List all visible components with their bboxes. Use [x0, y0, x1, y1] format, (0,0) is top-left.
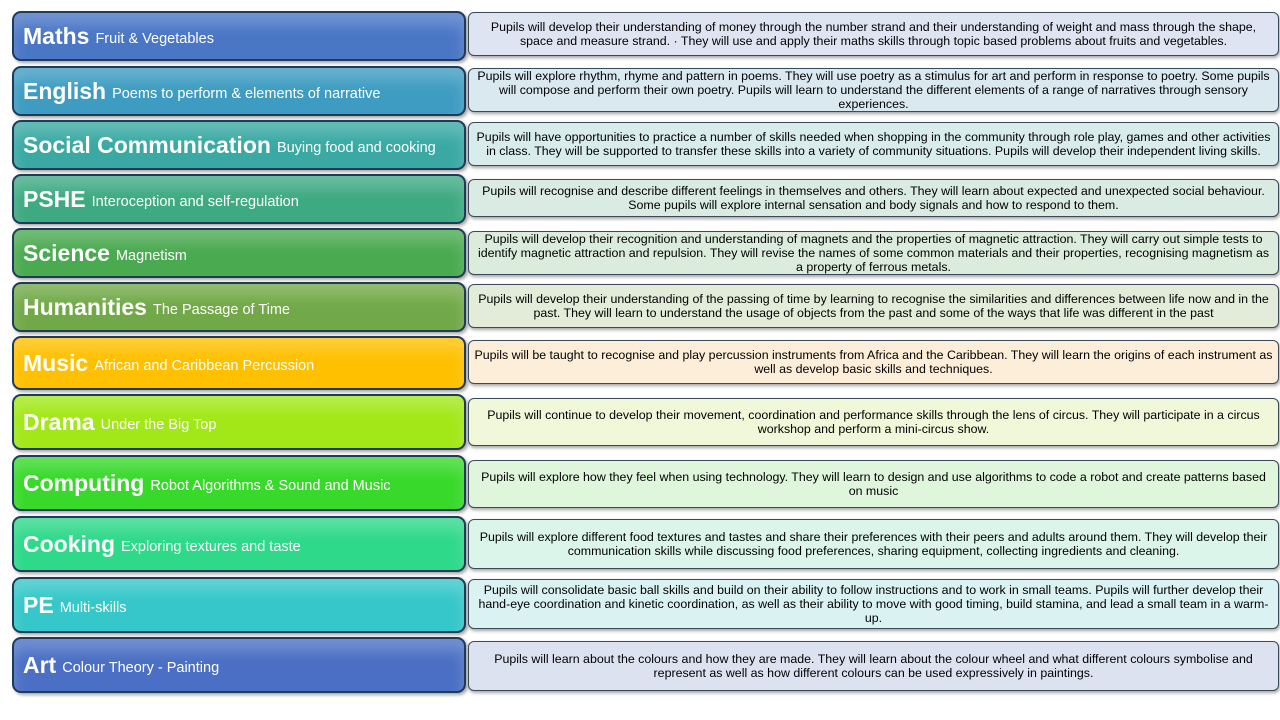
subject-topic: African and Caribbean Percussion: [94, 357, 315, 374]
subject-description-text: Pupils will have opportunities to practice a number of skills needed when shopping in the community through role play, games and other activities in class. They will be supported to transfer these skills into a variety of community situations. Pupils will develop their independent living skills.: [476, 130, 1271, 158]
subject-description: [468, 68, 1279, 112]
subject-banner: [12, 336, 466, 390]
subject-description: [468, 284, 1279, 328]
subject-banner: [12, 577, 466, 633]
subject-banner: [12, 282, 466, 332]
subject-description-text: Pupils will recognise and describe different feelings in themselves and others. They will learn about expected and unexpected social behaviour. Some pupils will explore internal sensation and body signals and how to respond to them.: [482, 184, 1265, 212]
subject-topic: Interoception and self-regulation: [91, 193, 299, 210]
subject-topic: Multi-skills: [59, 599, 127, 616]
subject-topic: Colour Theory - Painting: [62, 659, 220, 676]
subject-description: [468, 340, 1279, 384]
subject-topic: Under the Big Top: [100, 416, 217, 433]
subject-banner: [12, 637, 466, 693]
subject-description: [468, 12, 1279, 56]
subject-topic: Buying food and cooking: [276, 139, 436, 156]
subject-banner: [12, 11, 466, 61]
subject-topic: Exploring textures and taste: [121, 538, 301, 555]
subject-description: [468, 519, 1279, 569]
subject-description: [468, 579, 1279, 629]
subject-name: PE: [23, 591, 54, 618]
subject-topic: Magnetism: [115, 247, 187, 264]
subject-description-text: Pupils will be taught to recognise and play percussion instruments from Africa and the Caribbean. They will learn the origins of each instrument as well as develop basic skills and techniques.: [474, 348, 1273, 376]
subject-description-text: Pupils will develop their recognition and understanding of magnets and the properties of magnetic attraction. They will carry out simple tests to identify magnetic attraction and repulsion. They will revise the names of some common materials and their properties, recognising magnetism as a property of ferrous metals.: [477, 232, 1270, 274]
subject-name: Music: [23, 349, 89, 376]
subject-description: [468, 231, 1279, 275]
subject-banner: [12, 516, 466, 572]
subject-description: [468, 460, 1279, 508]
subject-description-text: Pupils will explore different food textures and tastes and share their preferences with their peers and adults around them. They will develop their communication skills while discussing food preferences, sharing equipment, collecting ingredients and cleaning.: [479, 530, 1268, 558]
subject-name: PSHE: [23, 185, 86, 212]
subject-banner: [12, 66, 466, 116]
subject-banner: [12, 394, 466, 450]
subject-topic: Poems to perform & elements of narrative: [112, 85, 381, 102]
subject-name: Humanities: [23, 293, 147, 320]
subject-description: [468, 122, 1279, 166]
subject-name: Computing: [23, 469, 145, 496]
subject-banner: [12, 120, 466, 170]
subject-topic: Fruit & Vegetables: [95, 30, 214, 47]
subject-description-text: Pupils will develop their understanding of money through the number strand and their understanding of weight and mass through the shape, space and measure strand. · They will use and apply their maths skills through topic based problems about fruits and vegetables.: [490, 20, 1257, 48]
subject-description: [468, 641, 1279, 691]
subject-topic: The Passage of Time: [152, 301, 290, 318]
subject-name: Cooking: [23, 530, 115, 557]
subject-description: [468, 179, 1279, 217]
subject-description-text: Pupils will explore how they feel when using technology. They will learn to design and use algorithms to code a robot and create patterns based on music: [481, 470, 1266, 498]
subject-topic: Robot Algorithms & Sound and Music: [150, 477, 391, 494]
subject-name: Science: [23, 239, 110, 266]
subject-name: Social Communication: [23, 131, 271, 158]
subject-name: English: [23, 77, 107, 104]
subject-description-text: Pupils will develop their understanding of the passing of time by learning to recognise the similarities and differences between life now and in the past. They will learn to understand the usage of objects from the past and some of the ways that life was different in the past: [478, 292, 1269, 320]
subject-description: [468, 398, 1279, 446]
subject-name: Maths: [23, 22, 90, 49]
subject-description-text: Pupils will learn about the colours and how they are made. They will learn about the colour wheel and what different colours symbolise and represent as well as how different colours can be used expressively in paintings.: [494, 652, 1253, 680]
subject-description-text: Pupils will continue to develop their movement, coordination and performance skills through the lens of circus. They will participate in a circus workshop and perform a mini-circus show.: [487, 408, 1260, 436]
subject-banner: [12, 174, 466, 224]
subject-description-text: Pupils will explore rhythm, rhyme and pattern in poems. They will use poetry as a stimulus for art and perform in response to poetry. Some pupils will compose and perform their own poetry. Pupils will learn to understand the different elements of a range of narratives through sensory experiences.: [477, 69, 1270, 111]
subject-banner: [12, 455, 466, 511]
subject-name: Art: [23, 651, 57, 678]
subject-description-text: Pupils will consolidate basic ball skills and build on their ability to follow instructions and to work in small teams. Pupils will further develop their hand-eye coordination and kinetic coordination, as well as their ability to move with good timing, build stamina, and lead a small team in a warm-up.: [478, 583, 1269, 625]
subject-name: Drama: [23, 408, 95, 435]
subject-banner: [12, 228, 466, 278]
